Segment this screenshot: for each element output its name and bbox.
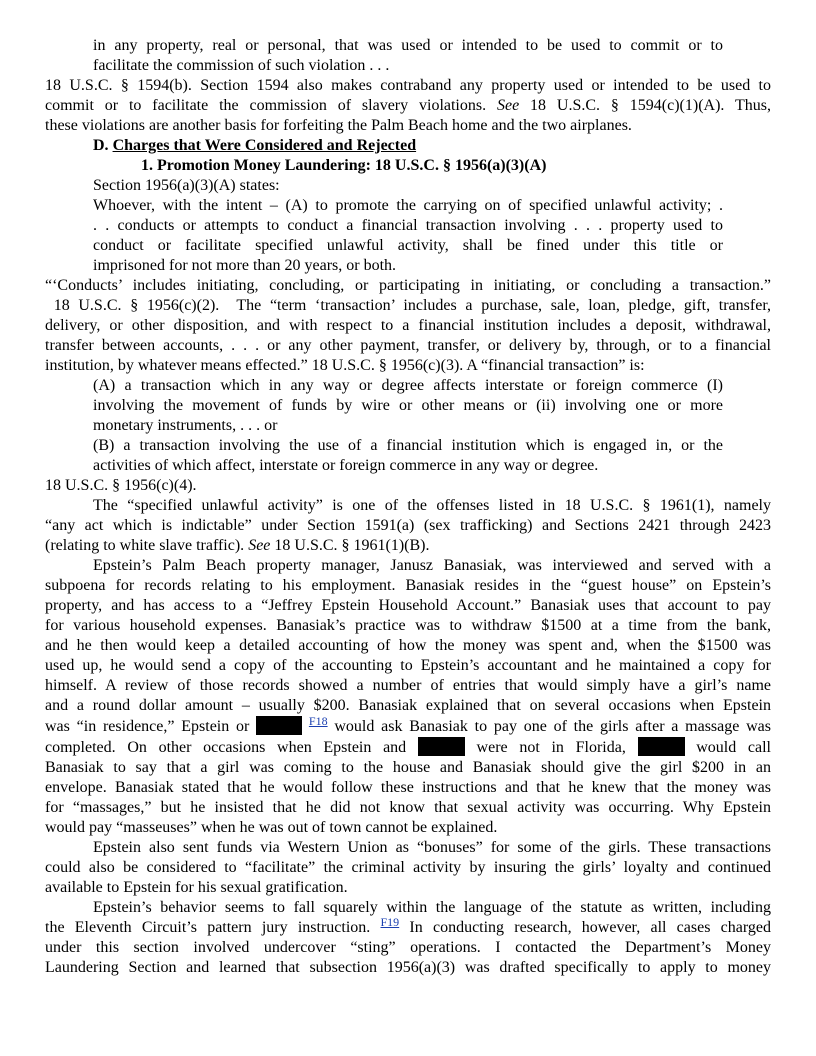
redaction-block bbox=[418, 737, 465, 756]
banasiak-paragraph-l4: for various household expenses. Banasiak’s practice was to withdraw $1500 at a time from the bank, bbox=[45, 617, 771, 634]
statute-intro: Section 1956(a)(3)(A) states: bbox=[93, 177, 280, 194]
banasiak-paragraph-l6: used up, he would send a copy of the accounting to Epstein’s accountant and he maintained a copy for bbox=[45, 657, 771, 674]
western-union-paragraph-l3: available to Epstein for his sexual gratification. bbox=[45, 879, 348, 896]
banasiak-paragraph-l7: himself. A review of those records showed a number of entries that would simply have a girl’s name bbox=[45, 677, 771, 694]
banasiak-paragraph-l14: would pay “masseuses” when he was out of town cannot be explained. bbox=[45, 819, 498, 836]
quote-1956-l3: conduct or facilitate specified unlawful activity, shall be fined under this title or bbox=[93, 237, 723, 254]
western-union-paragraph-l2: could also be considered to “facilitate” the criminal activity by insuring the girls’ loyalty and continued bbox=[45, 859, 771, 876]
redaction-block bbox=[638, 737, 685, 756]
definitions-l5: institution, by whatever means effected.” 18 U.S.C. § 1956(c)(3). A “financial transaction” is: bbox=[45, 357, 645, 374]
definitions-l2: 18 U.S.C. § 1956(c)(2). The “term ‘transaction’ includes a purchase, sale, loan, pledge, gift, transfer, bbox=[45, 297, 771, 314]
statute-behavior-paragraph-l4: Laundering Section and learned that subsection 1956(a)(3) was drafted specifically to apply to money bbox=[45, 959, 771, 976]
quote-financial-b-l2: activities of which affect, interstate or foreign commerce in any way or degree. bbox=[93, 457, 599, 474]
citation-1594-l2: commit or to facilitate the commission of slavery violations. See 18 U.S.C. § 1594(c)(1)(A). Thus, bbox=[45, 97, 772, 114]
signal-see: See bbox=[248, 537, 271, 554]
citation-1956c4: 18 U.S.C. § 1956(c)(4). bbox=[45, 477, 197, 494]
banasiak-paragraph-l1: Epstein’s Palm Beach property manager, Janusz Banasiak, was interviewed and served with a bbox=[93, 557, 771, 574]
banasiak-paragraph-l5: and he then would keep a detailed accounting of how the money was spent and, when the $1500 was bbox=[45, 637, 771, 654]
quote-financial-b-l1: (B) a transaction involving the use of a financial institution which is engaged in, or the bbox=[93, 437, 723, 454]
quote-forfeiture-l1: in any property, real or personal, that was used or intended to be used to commit or to bbox=[93, 37, 723, 54]
quote-financial-a-l1: (A) a transaction which in any way or degree affects interstate or foreign commerce (I) bbox=[93, 377, 723, 394]
banasiak-paragraph-l12: envelope. Banasiak stated that he would follow these instructions and that he knew that the money was bbox=[45, 779, 771, 796]
document-page bbox=[45, 36, 771, 978]
sua-paragraph-l3: (relating to white slave traffic). See 18 U.S.C. § 1961(1)(B). bbox=[45, 537, 430, 554]
quote-financial-a-l2: involving the movement of funds by wire or other means or (ii) involving one or more bbox=[93, 397, 723, 414]
quote-1956-l2: . . conducts or attempts to conduct a financial transaction involving . . . property used to bbox=[93, 217, 723, 234]
subsection-heading-1: 1. Promotion Money Laundering: 18 U.S.C. § 1956(a)(3)(A) bbox=[141, 157, 547, 174]
redaction-block bbox=[256, 716, 302, 735]
section-heading-d: D. Charges that Were Considered and Rejected bbox=[93, 137, 417, 154]
statute-behavior-paragraph-l2: the Eleventh Circuit’s pattern jury instruction. $^{F19}$ In conducting research, however, all cases charged bbox=[45, 915, 772, 936]
quote-1956-l4: imprisoned for not more than 20 years, or both. bbox=[93, 257, 397, 274]
quote-forfeiture-l2: facilitate the commission of such violation . . . bbox=[93, 57, 390, 74]
quote-1956-l1: Whoever, with the intent – (A) to promote the carrying on of specified unlawful activity; . bbox=[93, 197, 723, 214]
sua-paragraph-l1: The “specified unlawful activity” is one of the offenses listed in 18 U.S.C. § 1961(1), namely bbox=[93, 497, 771, 514]
definitions-l4: transfer between accounts, . . . or any other payment, transfer, or delivery by, through, or to a financial bbox=[45, 337, 771, 354]
section-heading-d-title: Charges that Were Considered and Rejected bbox=[112, 137, 417, 154]
banasiak-paragraph-l10: completed. On other occasions when Epstein and were not in Florida, would call bbox=[45, 739, 771, 756]
western-union-paragraph-l1: Epstein also sent funds via Western Union as “bonuses” for some of the girls. These transactions bbox=[93, 839, 771, 856]
banasiak-paragraph-l11: Banasiak to say that a girl was coming to the house and Banasiak should give the girl $200 in an bbox=[45, 759, 771, 776]
statute-behavior-paragraph-l1: Epstein’s behavior seems to fall squarely within the language of the statute as written, including bbox=[93, 899, 771, 916]
sua-paragraph-l2: “any act which is indictable” under Section 1591(a) (sex trafficking) and Sections 2421 through 2423 bbox=[45, 517, 771, 534]
banasiak-paragraph-l13: for “massages,” but he insisted that he did not know that sexual activity was occurring. Why Epstein bbox=[45, 799, 771, 816]
banasiak-paragraph-l8: and a round dollar amount – usually $200. Banasiak explained that on several occasions when Epstein bbox=[45, 697, 771, 714]
banasiak-paragraph-l3: property, and has access to a “Jeffrey Epstein Household Account.” Banasiak uses that account to pay bbox=[45, 597, 771, 614]
footnote-link-f19[interactable]: F19 bbox=[380, 915, 400, 929]
citation-1594-l1: 18 U.S.C. § 1594(b). Section 1594 also makes contraband any property used or intended to be used to bbox=[45, 77, 771, 94]
definitions-l1: “‘Conducts’ includes initiating, concluding, or participating in initiating, or concluding a transaction.” bbox=[45, 277, 771, 294]
citation-1594-l3: these violations are another basis for forfeiting the Palm Beach home and the two airplanes. bbox=[45, 117, 632, 134]
definitions-l3: delivery, or other disposition, and with respect to a financial institution includes a deposit, withdrawal, bbox=[45, 317, 771, 334]
quote-financial-a-l3: monetary instruments, . . . or bbox=[93, 417, 278, 434]
statute-behavior-paragraph-l3: under this section involved undercover “sting” operations. I contacted the Department’s Money bbox=[45, 939, 771, 956]
banasiak-paragraph-l9: was “in residence,” Epstein or $^{F18}$ would ask Banasiak to pay one of the girls after a massage was bbox=[45, 714, 772, 735]
signal-see: See bbox=[496, 97, 520, 114]
footnote-link-f18[interactable]: F18 bbox=[308, 714, 328, 728]
banasiak-paragraph-l2: subpoena for records relating to his employment. Banasiak resides in the “guest house” on Epstein’s bbox=[45, 577, 771, 594]
